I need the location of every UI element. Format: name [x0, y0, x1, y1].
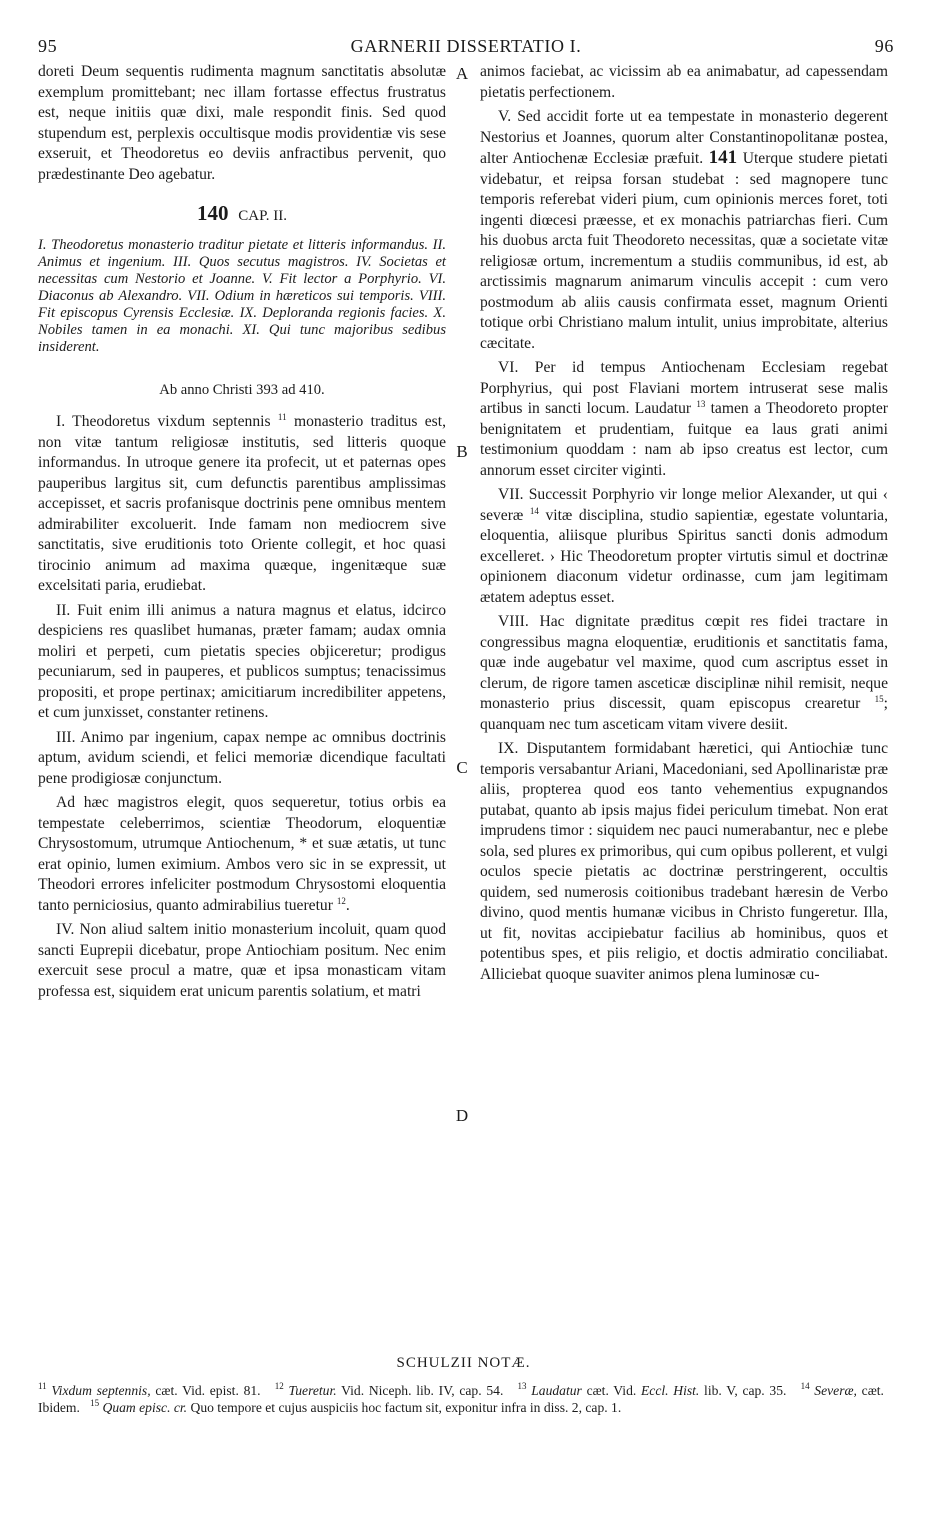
paragraph-viii-text-a: VIII. Hac dignitate præditus cœpit res fidei tractare in congressibus magna eloquentiæ, eruditionis et sanctitatis fama, quæ inde augebatur vel maxime, quod cum ascriptus esset in clerum, de rigore tamen asceticæ disciplinæ nihil remisit, neque monasterio prius discessit, quam episcopus crearetur — [480, 613, 888, 712]
paragraph-magistri — [38, 793, 446, 916]
paragraph-i — [38, 412, 446, 597]
footnote-12-text: Vid. Niceph. lib. IV, cap. 54. — [341, 1383, 504, 1398]
paragraph-vii-text-b: vitæ disciplina, studio sapientiæ, egestate voluntaria, eloquentia, aliisque pluribus Spiritus sancti donis admodum excelleret. › Hic Theodoretum propter virtutis simul et doctrinæ opinionem diaconum videtur ordinasse, cum jam legitimam ætatem adeptus esset. — [480, 506, 888, 606]
paragraph-i-text-a: I. Theodoretus vixdum septennis — [56, 413, 271, 430]
paragraph-vii-text-a: VII. Successit Porphyrio vir longe melior Alexander, ut qui ‹ severæ — [480, 486, 888, 524]
intro-paragraph: doreti Deum sequentis rudimenta magnum sanctitatis absolutæ exemplum promittebant; nec illam fortasse effectus frustratus est, neque initiis quæ dixi, male respondit finis. Sed quod stupendum est, perplexis occultisque modis providentiæ vis sese exseruit, et Theodoretus eo deviis anfractibus pervenit, quo prædestinante Deo agebatur. — [38, 63, 446, 183]
footnote-15-number: 15 — [90, 1398, 100, 1408]
paragraph-continuation: animos faciebat, ac vicissim ab ea animabatur, ad capessendam pietatis perfectionem. — [480, 63, 888, 101]
footnote-ref-14: 14 — [529, 505, 539, 516]
chapter-summary: I. Theodoretus monasterio traditur pietate et litteris informandus. II. Animus et ingenium. III. Quos secutus magistros. IV. Societas et necessitas cum Nestorio et Joanne. V. Fit lector a Porphyrio. VI. Diaconus ab Alexandro. VII. Odium in hæreticos sui temporis. VIII. Fit episcopus Cyrensis Ecclesiæ. IX. Deploranda regionis facies. X. Nobiles tamen in ea monachi. XI. Qui tunc majoribus sedibus insiderent. — [38, 236, 446, 355]
footnote-13-lemma: Laudatur — [531, 1383, 582, 1398]
margin-letter-b: B — [456, 442, 468, 461]
footnote-15-lemma: Quam episc. cr. — [102, 1400, 188, 1415]
chapter-heading — [38, 203, 446, 227]
right-column — [480, 62, 888, 985]
footnote-14-lemma: Severæ, — [814, 1383, 857, 1398]
footnotes — [38, 1382, 884, 1416]
paragraph-vi — [480, 358, 888, 481]
footnote-13 — [518, 1383, 787, 1398]
footnote-15 — [90, 1400, 621, 1415]
footnote-13-work: Eccl. Hist. — [641, 1383, 700, 1398]
footnote-12-lemma: Tueretur. — [288, 1383, 337, 1398]
paragraph-vi-text-a: VI. Per id tempus Antiochenam Ecclesiam regebat Porphyrius, qui post Flaviani mortem intruserat sese malis artibus in sancti locum. Laudatur — [480, 359, 888, 417]
footnote-ref-11: 11 — [277, 412, 287, 422]
chapter-number: 140 — [196, 201, 229, 225]
page-number-right: 96 — [874, 36, 894, 56]
footnote-11 — [38, 1383, 261, 1398]
paragraph-v-text-b: Uterque studere pietati videbatur, et reipsa forsan studebat : sed magnopere tunc temporis referebat videri pium, cum opinionis merces foret, toti ingenti diœcesi præesse, et ex monachis patriarchas fieri. Cum his duobus arcta fuit Theodoreto necessitas, quæ a societate vitæ religiosæ ortum, incrementum a studiis communibus, id est, ab arctissimis magnarum animarum vinculis accepit : cum vero postmodum ab aliis causis confirmata esset, magnum Orienti totique orbi Christiano malum intulit, unius improbitate, alterius cæcitate. — [480, 150, 888, 352]
paragraph-i-text-b: monasterio traditus est, non vitæ tantum religiosæ institutis, sed litteris quoque informandus. In utroque genere ita profecit, ut et paternas opes pauperibus largitus sit, cum defunctis parentibus amplissimas accepisset, et sacris profanisque doctrinis pene omnibus mentem admirabiliter excoluerit. Inde famam non mediocrem sive sanctitatis, sive eruditionis toto Oriente collegit, et hoc quasi tirocinio animum ad maxima quæque, ingenitæque suæ excelsitati paria, erudiebat. — [38, 413, 446, 594]
footnote-13-number: 13 — [517, 1381, 527, 1391]
running-title: GARNERII DISSERTATIO I. — [350, 36, 582, 56]
footnote-12 — [275, 1383, 504, 1398]
footnote-13-text-b: lib. V, cap. 35. — [704, 1383, 787, 1398]
margin-letter-c: C — [456, 758, 468, 777]
paragraph-viii-text-b: ; quanquam nec tum asceticam vitam vivere desiit. — [480, 695, 889, 733]
footnote-15-text: Quo tempore et cujus auspiciis hoc factum sit, exponitur infra in diss. 2, cap. 1. — [190, 1400, 622, 1415]
page-number-left: 95 — [38, 36, 58, 56]
paragraph-ii: II. Fuit enim illi animus a natura magnus et elatus, idcirco despiciens res quaslibet humanas, præter famam; audax omnia moliri et perpeti, cum pietatis species objiceretur; prodigus pecuniarum, sed in pauperes, et publicos sumptus; tenacissimus propositi, et prope pertinax; amicitiarum incredibiliter appetens, et cum junxisset, constanter retinens. — [38, 601, 446, 721]
footnote-11-lemma: Vixdum septennis, — [51, 1383, 151, 1398]
chapter-label: CAP. II. — [238, 208, 287, 224]
notes-title: SCHULZII NOTÆ. — [396, 1355, 531, 1371]
paragraph-v — [480, 107, 888, 354]
footnote-ref-12: 12 — [336, 895, 346, 906]
left-column — [38, 62, 446, 1002]
paragraph-v-text-a: V. Sed accidit forte ut ea tempestate in monasterio degerent Nestorius et Joannes, quorum alter Constantinopolitanæ postea, alter Antiochenæ Ecclesiæ præfuit. — [480, 108, 888, 167]
footnote-14-text: cæt. Ibidem. — [38, 1383, 884, 1415]
margin-letter-a: A — [455, 64, 469, 83]
date-range: Ab anno Christi 393 ad 410. — [159, 381, 325, 398]
paragraph-ix: IX. Disputantem formidabant hæretici, qui Antiochiæ tunc temporis versabantur Ariani, Macedoniani, sed Apollinaristæ præ aliis, propterea quod eos tanto vehementius expugnandos putabat, quanto ab ipsis majus fidei periculum timebat. Non erat imprudens timor : siquidem nec pauci numerabantur, nec e plebe sola, sed plures ex primoribus, qui cum opibus pollerent, et vulgi oculos specie pietatis ac doctrinæ perstringerent, occultis quidem, sed numerosis coitionibus tradebant hæresin de Verbo divino, quod mentis humanæ vicibus in Christo fungeretur. Illa, ut fit, novitas accipiebatur facilius ab hominibus, quos et potentibus spes, et piis religio, et doctis admiratio conciliabat. Alliciebat quoque suaviter animos plena luminosæ cu- — [480, 740, 888, 983]
footnote-11-number: 11 — [38, 1381, 47, 1391]
paragraph-iv: IV. Non aliud saltem initio monasterium incoluit, quam quod sancti Euprepii dicebatur, prope Antiochiam positum. Nec enim exercuit sese procul a matre, quæ et ipsa monasticam vitam professa est, siquidem erat unicum parentis solatium, et matri — [38, 921, 446, 1000]
footnote-14-number: 14 — [800, 1381, 810, 1391]
footnote-ref-13: 13 — [696, 399, 706, 409]
footnote-12-number: 12 — [274, 1381, 284, 1391]
paragraph-vii — [480, 485, 888, 608]
footnote-11-text: cæt. Vid. epist. 81. — [155, 1383, 261, 1398]
paragraph-iii: III. Animo par ingenium, capax nempe ac omnibus doctrinis aptum, avidum sciendi, et felici memoriæ dicendique facultati pene prodigiosæ conjunctum. — [38, 728, 446, 787]
paragraph-vi-text-b: tamen a Theodoreto propter benignitatem et prudentiam, fuitque ea laus grati animi testimonium quoddam : nam ab ipso creatus est lector, cum annorum esset circiter viginti. — [480, 400, 888, 479]
inline-page-number: 141 — [708, 147, 738, 168]
running-header — [38, 36, 894, 60]
paragraph-viii — [480, 612, 888, 735]
footnote-ref-15: 15 — [874, 694, 884, 704]
paragraph-magistri-text-a: Ad hæc magistros elegit, quos sequeretur, totius orbis ea tempestate celeberrimos, scientiæ Theodorum, eloquentiæ Chrysostomum, utrumque Antiochenum, * et suæ ætatis, ut tunc erat opinio, lumen eximium. Ambos vero sic in se expressit, ut Theodori errores infeliciter postmodum Chrysostomi eloquentia tanto perniciosius, quanto admirabilius tueretur — [38, 794, 446, 914]
paragraph-magistri-text-b: . — [345, 896, 350, 914]
margin-letter-d: D — [455, 1106, 469, 1125]
footnote-13-text-a: cæt. Vid. — [586, 1383, 637, 1398]
